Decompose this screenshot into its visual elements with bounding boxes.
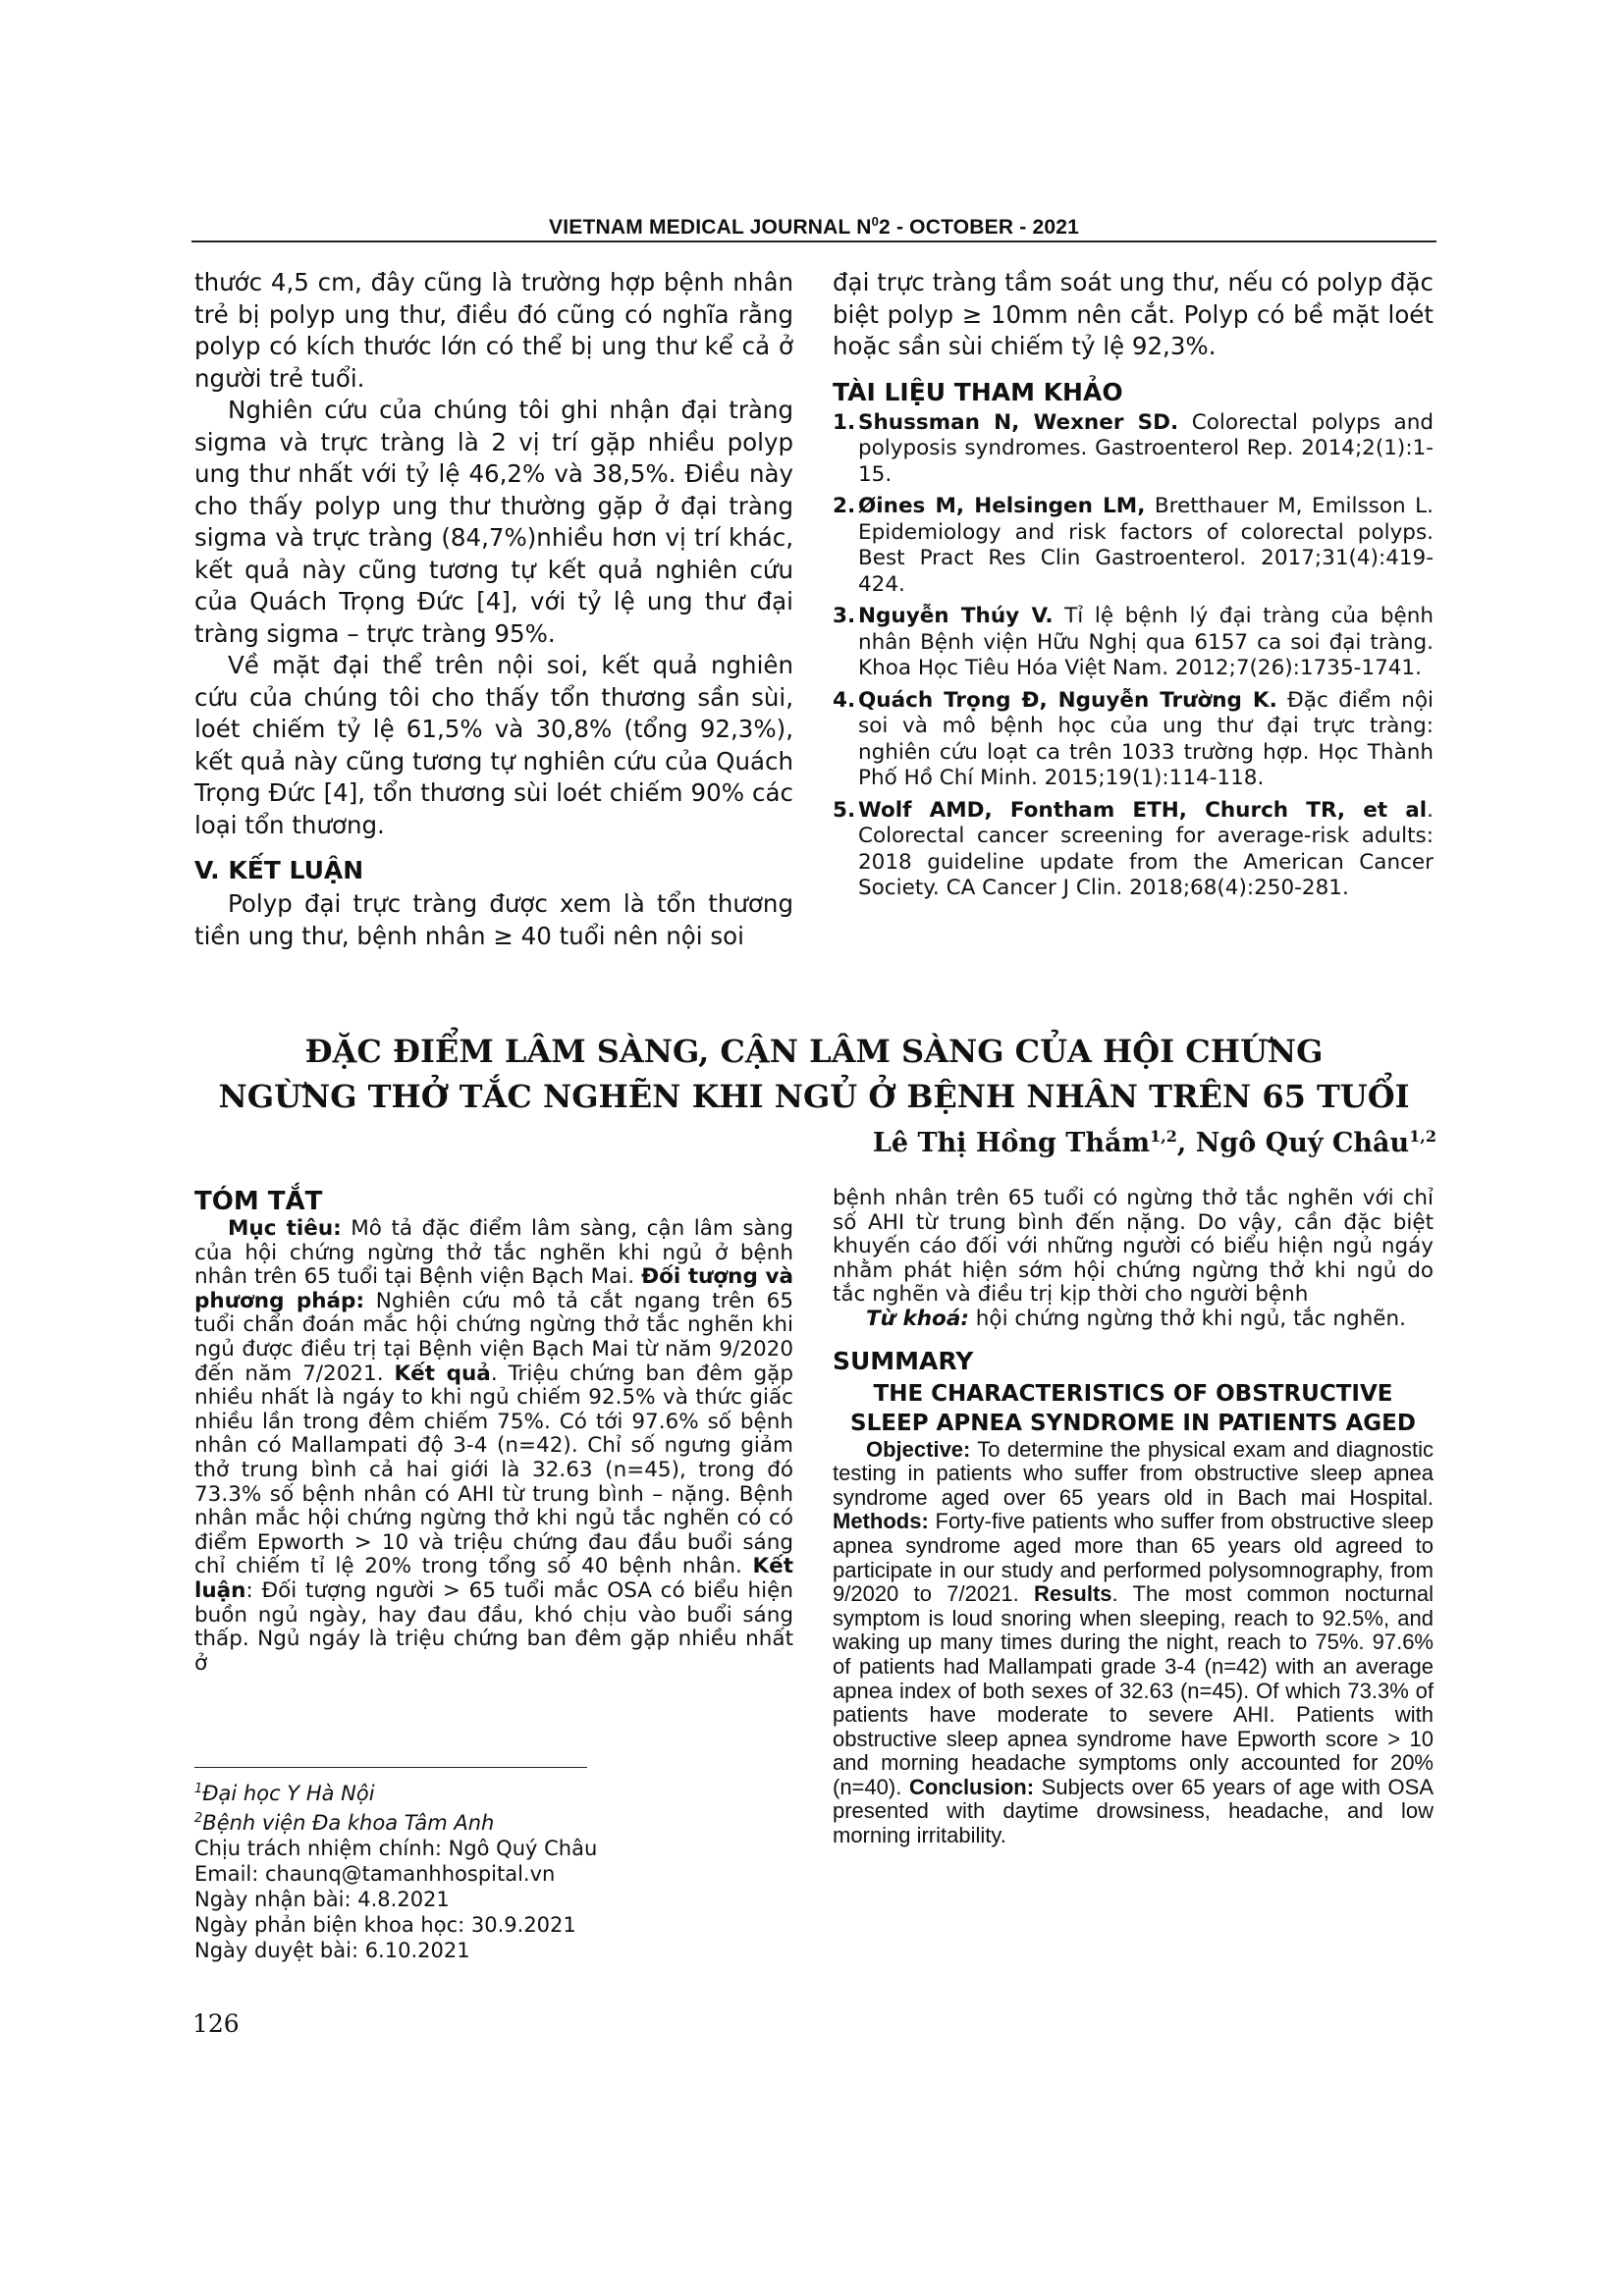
author-name: Lê Thị Hồng Thắm <box>872 1128 1151 1158</box>
reference-item: 3. Nguyễn Thúy V. Tỉ lệ bệnh lý đại tràng của bệnh nhân Bệnh viện Hữu Nghị qua 6157 ca soi đại tràng. Khoa Học Tiêu Hóa Việt Nam. 2012;7(26):1735-1741. <box>833 604 1434 680</box>
section-heading-conclusion: V. KẾT LUẬN <box>194 856 364 884</box>
reference-item: 5. Wolf AMD, Fontham ETH, Church TR, et al. Colorectal cancer screening for average-risk adults: 2018 guideline update from the American Cancer Society. CA Cancer J Clin. 2018;68(4):250-281. <box>833 797 1434 900</box>
date-reviewed: Ngày phản biện khoa học: 30.9.2021 <box>194 1913 576 1937</box>
abstract-text-continued: bệnh nhân trên 65 tuổi có ngừng thở tắc nghẽn với chỉ số AHI từ trung bình đến nặng. Do vậy, cần đặc biệt khuyến cáo đối với những người có biểu hiện ngủ ngáy nhằm phát hiện sớm hội chứng ngừng thở khi ngủ do tắc nghẽn và điều trị kịp thời cho người bệnh <box>833 1186 1434 1308</box>
date-accepted: Ngày duyệt bài: 6.10.2021 <box>194 1939 470 1962</box>
reference-item: 2. Øines M, Helsingen LM, Bretthauer M, Emilsson L. Epidemiology and risk factors of colorectal polyps. Best Pract Res Clin Gastroenterol. 2017;31(4):419-424. <box>833 494 1434 597</box>
paragraph: Nghiên cứu của chúng tôi ghi nhận đại tràng sigma và trực tràng là 2 vị trí gặp nhiều polyp ung thư nhất với tỷ lệ 46,2% và 38,5%. Điều này cho thấy polyp ung thư thường gặp ở đại tràng sigma và trực tràng (84,7%)nhiều hơn vị trí khác, kết quả này cũng tương tự kết quả nghiên cứu của Quách Trọng Đức [4], với tỷ lệ ung thư đại tràng sigma – trực tràng 95%. <box>194 396 793 648</box>
title-line: ĐẶC ĐIỂM LÂM SÀNG, CẬN LÂM SÀNG CỦA HỘI CHỨNG <box>304 1033 1324 1070</box>
reference-item: 1. Shussman N, Wexner SD. Colorectal polyps and polyposis syndromes. Gastroenterol Rep. 2014;2(1):1-15. <box>833 409 1434 487</box>
date-received: Ngày nhận bài: 4.8.2021 <box>194 1888 450 1911</box>
footnotes <box>194 1777 685 1963</box>
reference-list <box>833 410 1434 902</box>
prev-article-left-column <box>194 267 793 952</box>
journal-name: VIETNAM MEDICAL JOURNAL N <box>549 216 872 239</box>
prev-article-right-column <box>833 267 1434 908</box>
running-header <box>191 214 1436 240</box>
abstract-text: Mục tiêu: Mô tả đặc điểm lâm sàng, cận lâm sàng của hội chứng ngừng thở tắc nghẽn khi ngủ ở bệnh nhân trên 65 tuổi tại Bệnh viện Bạch Mai. Đối tượng và phương pháp: Nghiên cứu mô tả cắt ngang trên 65 tuổi chẩn đoán mắc hội chứng ngừng thở tắc nghẽn khi ngủ được điều trị tại Bệnh viện Bạch Mai từ năm 9/2020 đến năm 7/2021. Kết quả. Triệu chứng ban đêm gặp nhiều nhất là ngáy to khi ngủ chiếm 92.5% và thức giấc nhiều lần trong đêm chiếm 75%. Có tới 97.6% số bệnh nhân có Mallampati độ 3-4 (n=42). Chỉ số ngưng giảm thở trung bình cả hai giới là 32.63 (n=45), trong đó 73.3% số bệnh nhân có AHI từ trung bình – nặng. Bệnh nhân mắc hội chứng ngừng thở khi ngủ tắc nghẽn có có điểm Epworth > 10 và triệu chứng đau đầu buổi sáng chỉ chiếm tỉ lệ 20% trong tổng số 40 bệnh nhân. Kết luận: Đối tượng người > 65 tuổi mắc OSA có biểu hiện buồn ngủ ngày, hay đau đầu, khó chịu vào buổi sáng thấp. Ngủ ngáy là triệu chứng ban đêm gặp nhiều nhất ở <box>194 1216 793 1676</box>
summary-text: Objective: To determine the physical exam and diagnostic testing in patients who suffer from obstructive sleep apnea syndrome aged over 65 years old in Bach mai Hospital. Methods: Forty-five patients who suffer from obstructive sleep apnea syndrome aged more than 65 years old agreed to participate in our study and performed polysomnography, from 9/2020 to 7/2021. Results. The most common nocturnal symptom is loud snoring when sleeping, reach to 92.5%, and waking up many times during the night, reach to 75%. 97.6% of patients had Mallampati grade 3-4 (n=42) with an average apnea index of both sexes of 32.63 (n=45). Of which 73.3% of patients have moderate to severe AHI. Patients with obstructive sleep apnea syndrome have Epworth score > 10 and morning headache symptoms only accounted for 20% (n=40). Conclusion: Subjects over 65 years of age with OSA presented with daytime drowsiness, headache, and low morning irritability. <box>833 1436 1434 1848</box>
paragraph: thước 4,5 cm, đây cũng là trường hợp bệnh nhân trẻ bị polyp ung thư, điều đó cũng có nghĩa rằng polyp có kích thước lớn có thể bị ung thư kể cả ở người trẻ tuổi. <box>194 268 793 393</box>
paragraph: Về mặt đại thể trên nội soi, kết quả nghiên cứu của chúng tôi cho thấy tổn thương sần sùi, loét chiếm tỷ lệ 61,5% và 30,8% (tổng 92,3%), kết quả này cũng tương tự nghiên cứu của Quách Trọng Đức [4], tổn thương sùi loét chiếm 90% các loại tổn thương. <box>194 651 793 839</box>
header-rule <box>191 240 1436 242</box>
affiliation-1: $^1$Đại học Y Hà Nội <box>194 1782 375 1805</box>
paragraph: Polyp đại trực tràng được xem là tổn thương tiền ung thư, bệnh nhân ≥ 40 tuổi nên nội soi <box>194 889 793 950</box>
abstract-right-column <box>833 1187 1434 1848</box>
references-heading: TÀI LIỆU THAM KHẢO <box>833 377 1123 406</box>
summary-title: THE CHARACTERISTICS OF OBSTRUCTIVE SLEEP APNEA SYNDROME IN PATIENTS AGED <box>850 1380 1416 1436</box>
corresponding-author: Chịu trách nhiệm chính: Ngô Quý Châu <box>194 1837 598 1860</box>
article-authors: Lê Thị Hồng Thắm$^{1,2}$, Ngô Quý Châu$^{1,2}$ <box>872 1127 1436 1158</box>
title-line: NGỪNG THỞ TẮC NGHẼN KHI NGỦ Ở BỆNH NHÂN TRÊN 65 TUỔI <box>218 1078 1410 1115</box>
page-number: 126 <box>192 2009 240 2038</box>
issue-date: 2 - OCTOBER - 2021 <box>879 216 1079 239</box>
author-name: Ngô Quý Châu <box>1195 1128 1410 1158</box>
abstract-vietnamese <box>194 1186 793 1676</box>
abstract-heading: TÓM TẮT <box>194 1187 323 1216</box>
article-title <box>191 1029 1436 1119</box>
summary-heading: SUMMARY <box>833 1346 974 1375</box>
keywords: Từ khoá: hội chứng ngừng thở khi ngủ, tắc nghẽn. <box>866 1306 1406 1331</box>
footnote-rule <box>194 1767 587 1768</box>
reference-item: 4. Quách Trọng Đ, Nguyễn Trường K. Đặc điểm nội soi và mô bệnh học của ung thư đại trực tràng: nghiên cứu loạt ca trên 1033 trường hợp. Học Thành Phố Hồ Chí Minh. 2015;19(1):114-118. <box>833 687 1434 790</box>
paragraph: đại trực tràng tầm soát ung thư, nếu có polyp đặc biệt polyp ≥ 10mm nên cắt. Polyp có bề mặt loét hoặc sần sùi chiếm tỷ lệ 92,3%. <box>833 268 1434 360</box>
issue-superscript: 0 <box>871 214 880 229</box>
affiliation-2: $^2$Bệnh viện Đa khoa Tâm Anh <box>194 1811 495 1835</box>
email: Email: chaunq@tamanhhospital.vn <box>194 1862 556 1886</box>
